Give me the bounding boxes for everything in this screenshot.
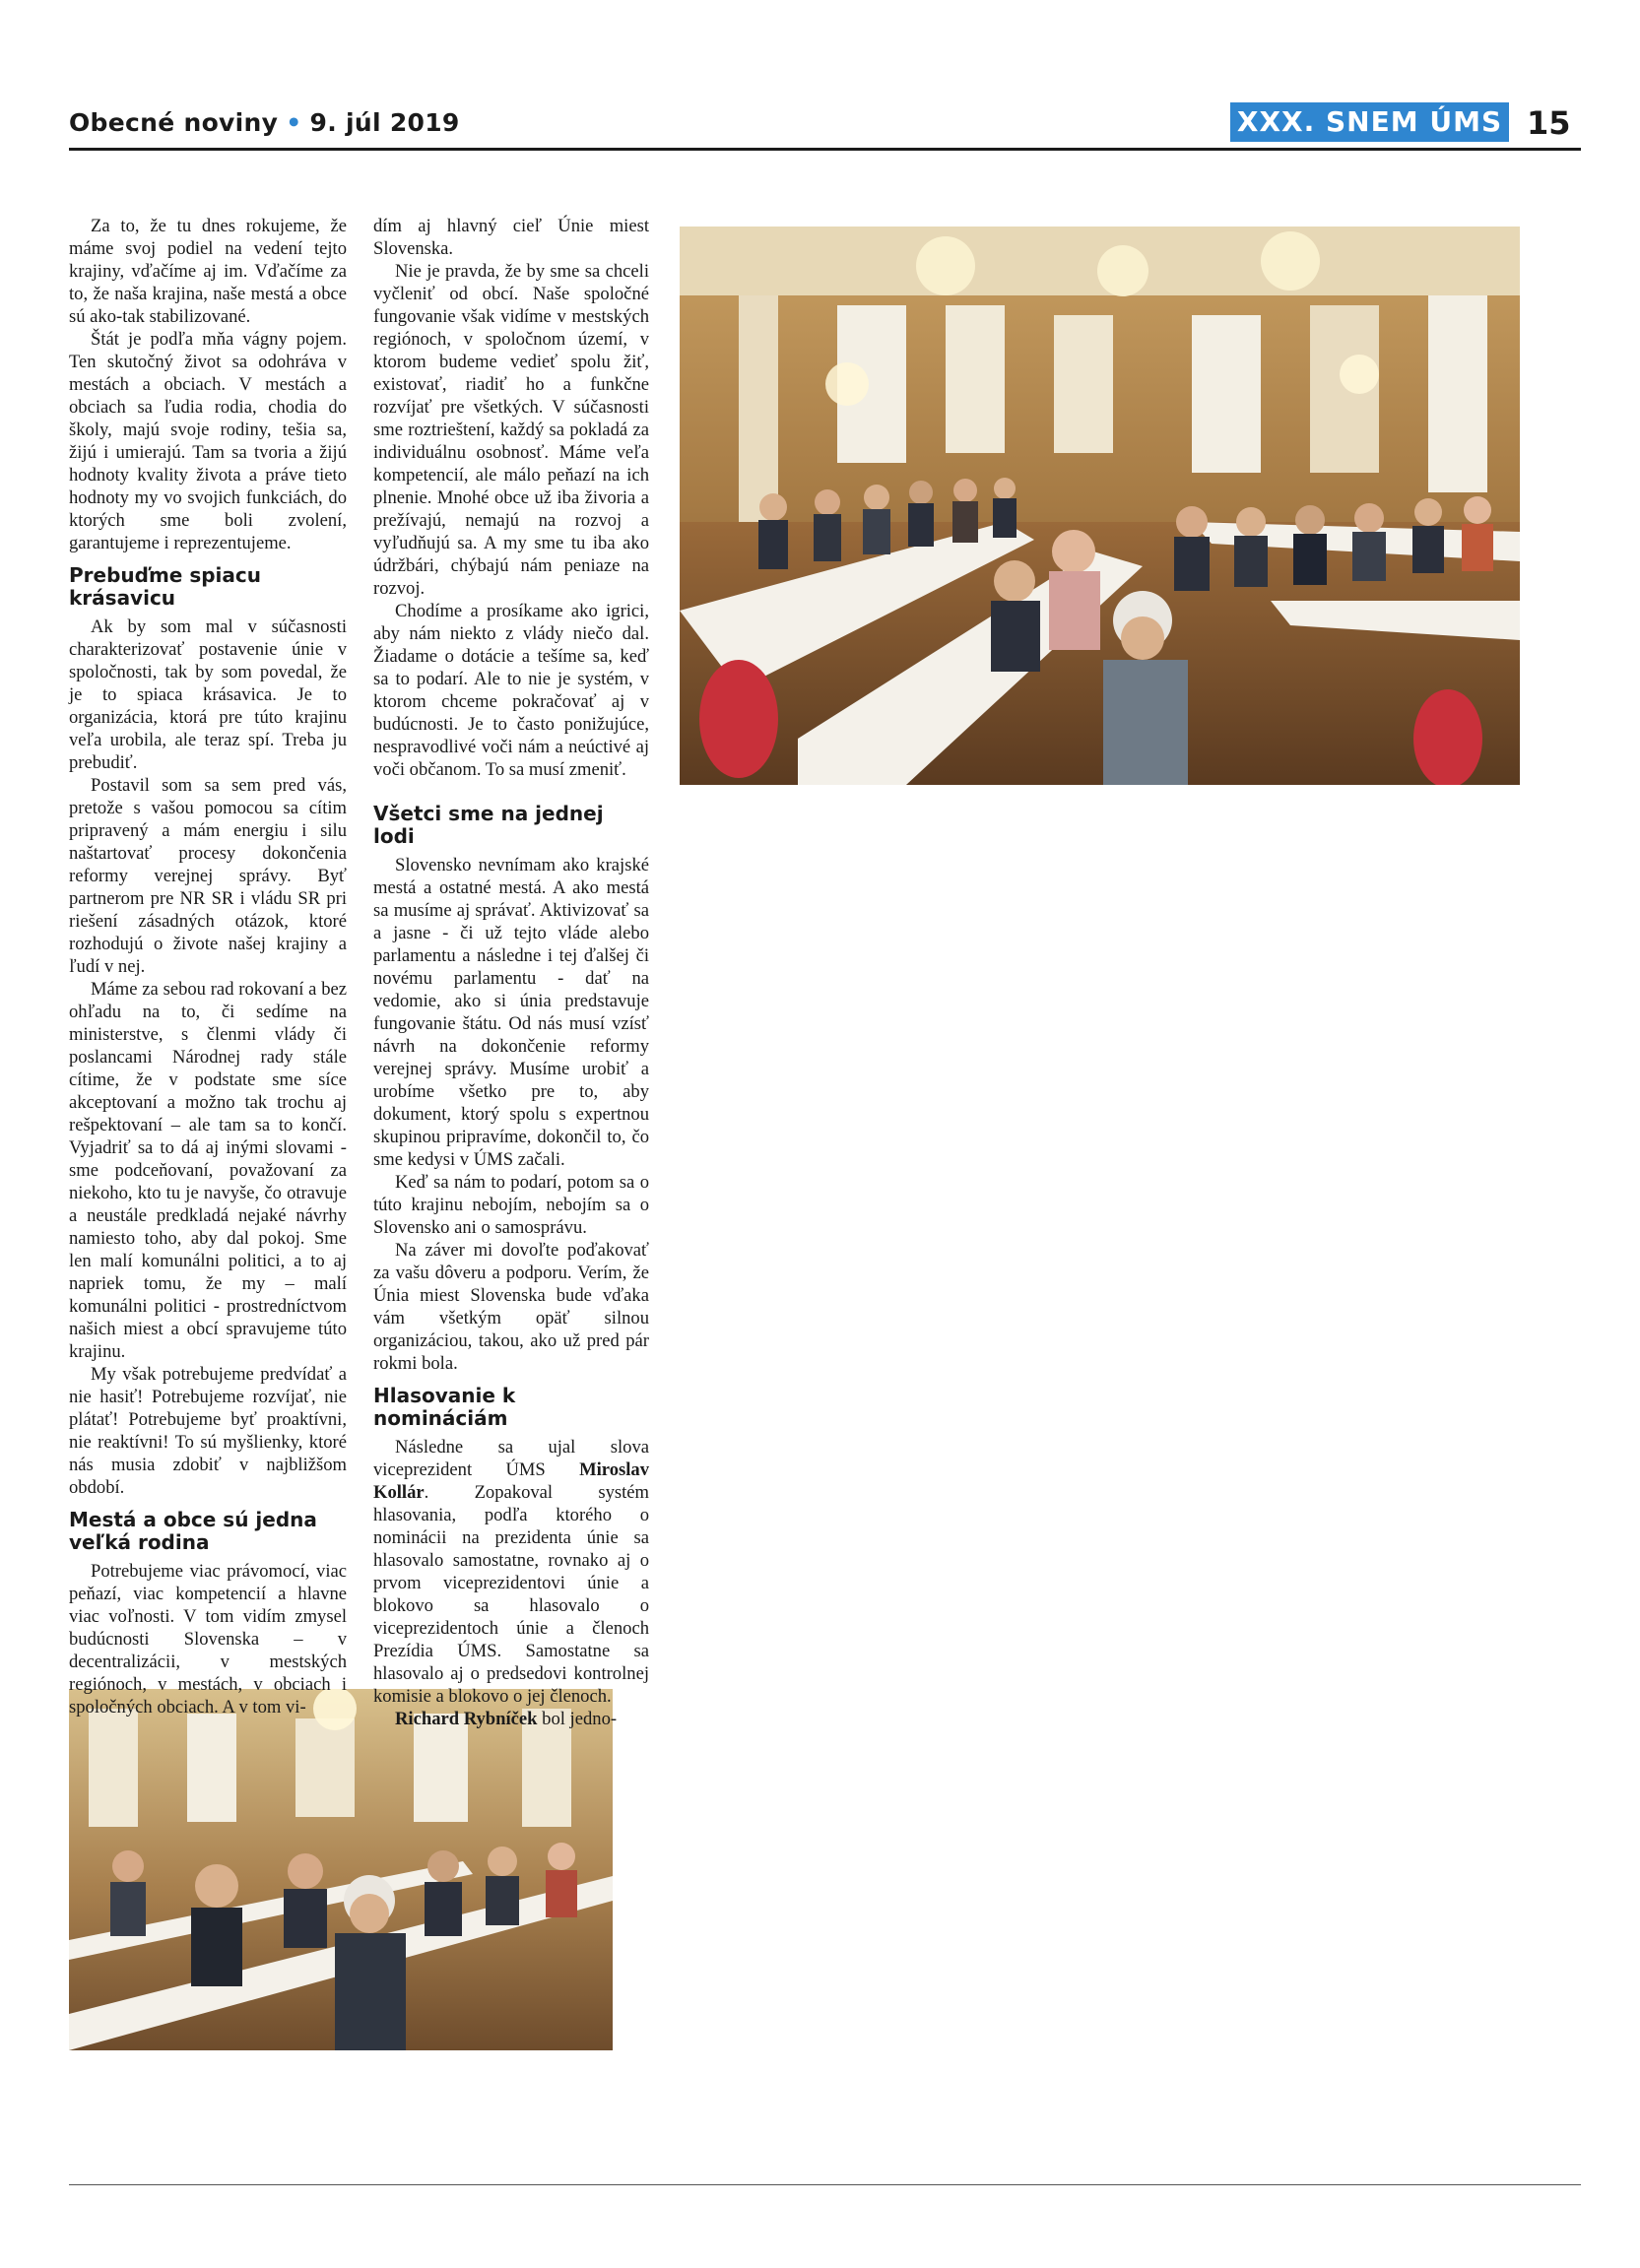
subheading: Mestá a obce sú jedna veľká rodina	[69, 1508, 317, 1554]
footer-rule	[69, 2184, 1581, 2185]
publication-name: Obecné noviny	[69, 108, 279, 137]
paragraph-text: bol jedno-	[537, 1709, 618, 1729]
header-rule	[69, 148, 1581, 151]
paragraph: Slovensko nevnímam ako krajské mestá a ostatné mestá. A ako mestá sa musíme aj správať. Aktivizovať sa a jasne - či už tejto vláde alebo parlamentu a následne i tej ďalšej či novému parlamentu - dať na vedomie, ako si únia predstavuje fungovanie štátu. Od nás musí vzísť návrh na dokončenie reformy verejnej správy. Musíme urobiť a urobíme všetko pre to, aby dokument, ktorý spolu s expertnou skupinou pripravíme, dokončil to, čo sme kedysi v ÚMS začali.	[373, 855, 649, 1170]
header-dot: •	[286, 108, 302, 137]
paragraph: Štát je podľa mňa vágny pojem. Ten skutočný život sa odohráva v mestách a obciach. V mestách a obciach sa ľudia rodia, chodia do školy, majú svoje rodiny, tešia sa, žijú i umierajú. Tam sa tvoria a žijú hodnoty kvality života a práve tieto hodnoty my vo svojich funkciách, do ktorých sme boli zvolení, garantujeme i reprezentujeme.	[69, 329, 347, 553]
person-name: Miroslav Kollár	[373, 1459, 649, 1503]
paragraph	[373, 1436, 649, 1708]
paragraph: Máme za sebou rad rokovaní a bez ohľadu na to, či sedíme na ministerstve, s členmi vlády či poslancami Národnej rady stále cítime, že v podstate sme síce akceptovaní a možno tak trochu aj rešpektovaní – ale tam sa to končí. Vyjadriť sa to dá aj inými slovami - sme podceňovaní, považovaní za niekoho, kto tu je navyše, čo otravuje a neustále predkladá nejaké návrhy namiesto toho, aby dal pokoj. Sme len malí komunálni politici, a to aj napriek tomu, že my – malí komunálni politici - prostredníctvom našich miest a obcí spravujeme túto krajinu.	[69, 979, 347, 1362]
paragraph-text: Následne sa ujal slova viceprezident ÚMS	[373, 1437, 649, 1480]
paragraph: Na záver mi dovoľte poďakovať za vašu dôveru a podporu. Verím, že Únia miest Slovenska bude vďaka vám všetkým opäť silnou organizáciou, takou, ako už pred pár rokmi bola.	[373, 1240, 649, 1374]
article-column-1	[69, 215, 347, 1718]
paragraph	[373, 1708, 649, 1730]
page-number: 15	[1527, 104, 1571, 142]
paragraph: Keď sa nám to podarí, potom sa o túto krajinu nebojím, nebojím sa o Slovensko ani o samosprávu.	[373, 1172, 649, 1238]
running-header	[69, 108, 460, 137]
delegates-photo-image	[69, 1689, 613, 2050]
paragraph: Chodíme a prosíkame ako igrici, aby nám niekto z vlády niečo dal. Žiadame o dotácie a tešíme sa, keď sa to podarí. Ale to nie je systém, v ktorom chceme pokračovať aj v budúcnosti. Je to často ponižujúce, nespravodlivé voči nám a neúctivé aj voči občanom. To sa musí zmeniť.	[373, 601, 649, 780]
subheading: Prebuďme spiacu krásavicu	[69, 563, 261, 610]
assembly-hall-photo-image	[680, 227, 1520, 785]
issue-date: 9. júl 2019	[309, 108, 460, 137]
paragraph: Postavil som sa sem pred vás, pretože s vašou pomocou sa cítim pripravený a mám energiu i silu naštartovať procesy dokončenia reformy verejnej správy. Byť partnerom pre NR SR i vládu SR pri riešení zásadných otázok, ktoré rozhodujú o živote našej krajiny a ľudí v nej.	[69, 775, 347, 977]
paragraph: Nie je pravda, že by sme sa chceli vyčleniť od obcí. Naše spoločné fungovanie však vidíme v mestských regiónoch, v spoločnom území, v ktorom budeme vedieť spolu žiť, existovať, riadiť ho a funkčne rozvíjať pre všetkých. V súčasnosti sme roztrieštení, každý sa pokladá za individuálnu osobnosť. Máme veľa kompetencií, ale málo peňazí na ich plnenie. Mnohé obce už iba živoria a prežívajú, nemajú na rozvoj a vyľudňujú sa. A my sme tu iba ako údržbári, chýbajú nám peniaze na rozvoj.	[373, 261, 649, 599]
person-name: Richard Rybníček	[395, 1709, 538, 1729]
assembly-hall-photo	[680, 227, 1520, 785]
section-label: XXX. SNEM ÚMS	[1230, 102, 1509, 142]
paragraph: Za to, že tu dnes rokujeme, že máme svoj podiel na vedení tejto krajiny, vďačíme aj im. Vďačíme za to, že naša krajina, naše mestá a obce sú ako-tak stabilizované.	[69, 216, 347, 327]
paragraph: Ak by som mal v súčasnosti charakterizovať postavenie únie v spoločnosti, tak by som povedal, že je to spiaca krásavica. Je to organizácia, ktorá pre túto krajinu veľa urobila, ale teraz spí. Treba ju prebudiť.	[69, 616, 347, 773]
paragraph: dím aj hlavný cieľ Únie miest Slovenska.	[373, 216, 649, 259]
article-column-2-lower	[373, 793, 649, 1730]
subheading: Hlasovanie k nomináciám	[373, 1384, 516, 1430]
subheading: Všetci sme na jednej lodi	[373, 802, 604, 848]
paragraph-text: . Zopakoval systém hlasovania, podľa ktorého o nominácii na prezidenta únie sa hlasovalo samostatne, rovnako aj o prvom viceprezidentovi únie a blokovo sa hlasovalo o viceprezidentoch únie a členoch Prezídia ÚMS. Samostatne sa hlasovalo aj o predsedovi kontrolnej komisie a blokovo o jej členoch.	[373, 1482, 649, 1707]
paragraph: My však potrebujeme predvídať a nie hasiť! Potrebujeme rozvíjať, nie plátať! Potrebujeme byť proaktívni, nie reaktívni! To sú myšlienky, ktoré nás musia zdobiť v najbližšom období.	[69, 1364, 347, 1498]
article-column-2-upper	[373, 215, 649, 781]
paragraph: Potrebujeme viac právomocí, viac peňazí, viac kompetencií a hlavne viac voľnosti. V tom vidím zmysel budúcnosti Slovenska – v decentralizácii, v mestských regiónoch, v mestách, v obciach i spoločných obciach. A v tom vi-	[69, 1561, 347, 1717]
delegates-photo	[69, 1689, 613, 2050]
